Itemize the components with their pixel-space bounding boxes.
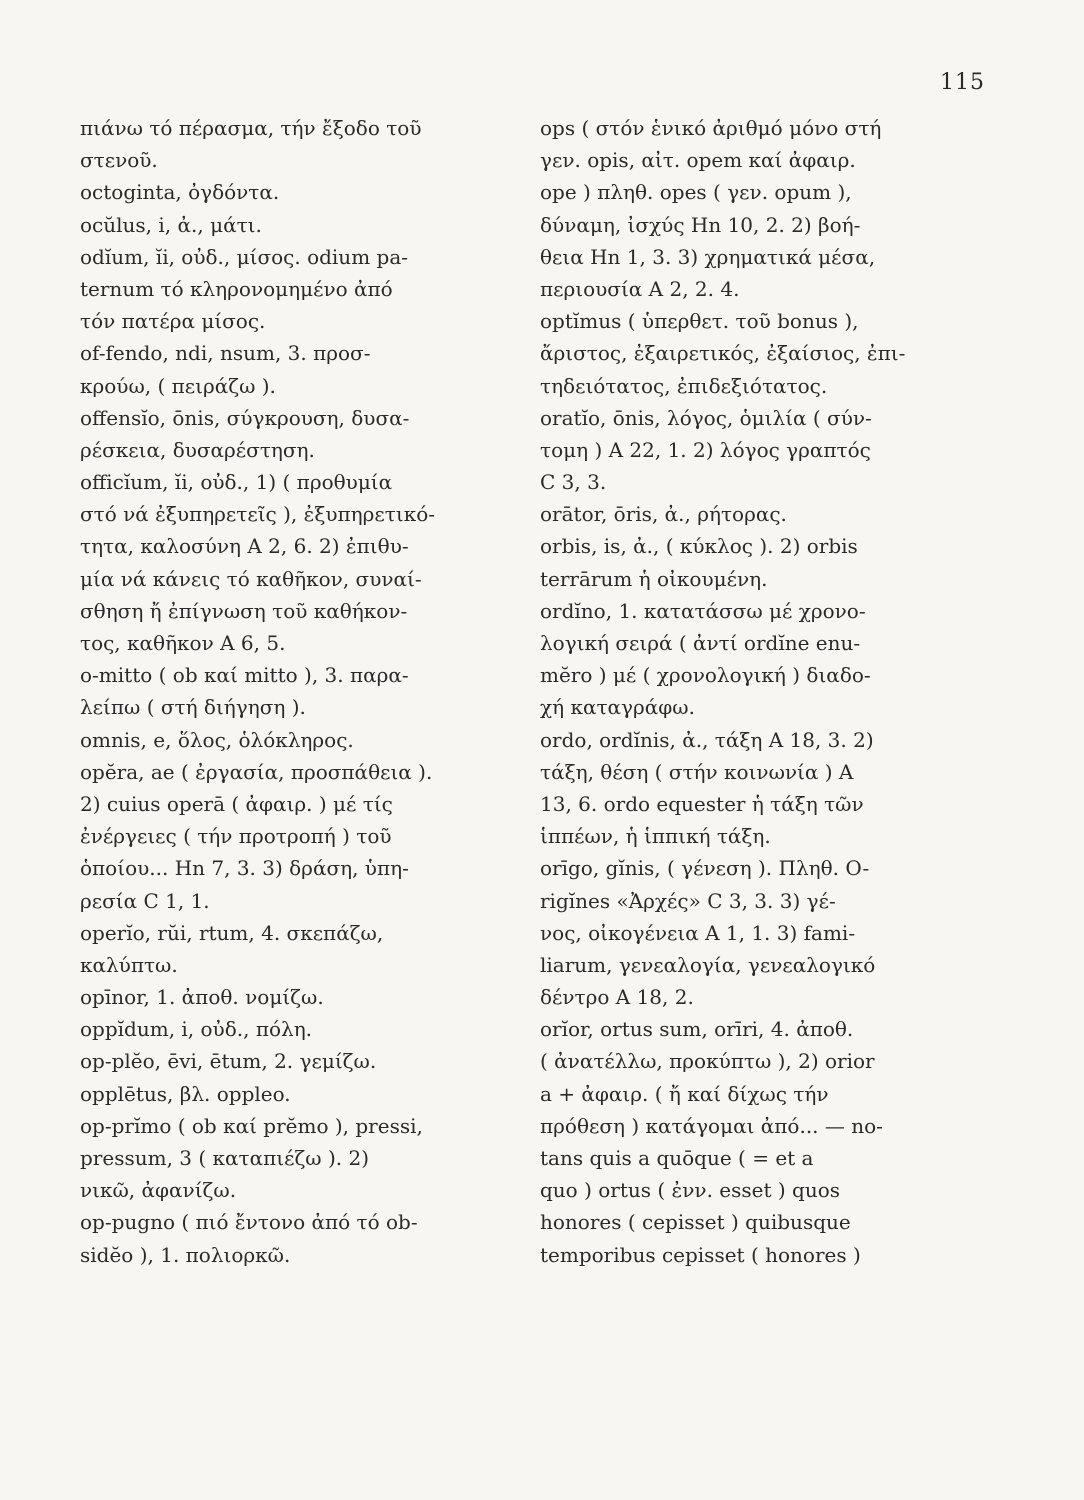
left-column (80, 112, 528, 1271)
dictionary-line: honores ( cepisset ) quibusque (540, 1210, 851, 1235)
dictionary-line: νος, οἰκογένεια A 1, 1. 3) fami- (540, 920, 856, 945)
dictionary-line: rigĭnes «Ἀρχές» C 3, 3. 3) γέ- (540, 888, 836, 913)
dictionary-line: δέντρο A 18, 2. (540, 985, 694, 1010)
dictionary-line: operĭo, rŭi, rtum, 4. σκεπάζω, (80, 920, 384, 945)
dictionary-line: λογική σειρά ( ἀντί ordĭne enu- (540, 631, 861, 655)
dictionary-line: στενοῦ. (80, 148, 158, 173)
dictionary-line: opĕra, ae ( ἐργασία, προσπάθεια ). (80, 759, 433, 784)
dictionary-line: ( ἀνατέλλω, προκύπτω ), 2) orior (540, 1049, 875, 1074)
dictionary-line: ρέσκεια, δυσαρέστηση. (80, 437, 315, 462)
dictionary-line: offensĭo, ōnis, σύγκρουση, δυσα- (80, 405, 410, 430)
dictionary-line: δύναμη, ἰσχύς Hn 10, 2. 2) βοή- (540, 212, 861, 237)
dictionary-line: περιουσία A 2, 2. 4. (540, 276, 740, 301)
dictionary-line: ordo, ordĭnis, ἀ., τάξη A 18, 3. 2) (540, 727, 874, 752)
dictionary-line: terrārum ἡ οἰκουμένη. (540, 566, 768, 591)
dictionary-line: octoginta, ὀγδόντα. (80, 180, 280, 205)
dictionary-line: of-fendo, ndi, nsum, 3. προσ- (80, 341, 371, 366)
dictionary-line: 2) cuius operā ( ἀφαιρ. ) μέ τίς (80, 791, 393, 816)
dictionary-line: officĭum, ĭi, οὐδ., 1) ( προθυμία (80, 470, 393, 495)
dictionary-line: optĭmus ( ὑπερθετ. τοῦ bonus ), (540, 309, 859, 334)
dictionary-line: τομη ) A 22, 1. 2) λόγος γραπτός (540, 437, 871, 462)
dictionary-line: τητα, καλοσύνη A 2, 6. 2) ἐπιθυ- (80, 534, 409, 559)
dictionary-line: ternum τό κληρονομημένο ἀπό (80, 276, 393, 301)
dictionary-line: o-mitto ( ob καί mitto ), 3. παρα- (80, 663, 409, 688)
dictionary-line: tans quis a quōque ( = et a (540, 1146, 814, 1170)
dictionary-line: ρεσία C 1, 1. (80, 888, 210, 913)
dictionary-line: θεια Hn 1, 3. 3) χρηματικά μέσα, (540, 244, 876, 269)
dictionary-line: oratĭo, ōnis, λόγος, ὁμιλία ( σύν- (540, 405, 872, 430)
dictionary-line: σθηση ἤ ἐπίγνωση τοῦ καθήκον- (80, 598, 408, 623)
dictionary-line: ὁποίου... Hn 7, 3. 3) δράση, ὑπη- (80, 856, 409, 881)
dictionary-line: oppĭdum, i, οὐδ., πόλη. (80, 1017, 313, 1042)
dictionary-line: τόν πατέρα μίσος. (80, 309, 266, 334)
dictionary-line: ocŭlus, i, ἀ., μάτι. (80, 212, 262, 237)
dictionary-line: sidĕo ), 1. πολιορκῶ. (80, 1242, 291, 1267)
dictionary-line: ordĭno, 1. κατατάσσω μέ χρονο- (540, 598, 866, 623)
page-number: 115 (940, 70, 985, 95)
dictionary-line: C 3, 3. (540, 470, 607, 495)
dictionary-line: opplētus, βλ. oppleo. (80, 1081, 291, 1106)
dictionary-line: λείπω ( στή διήγηση ). (80, 695, 306, 720)
dictionary-line: opīnor, 1. ἀποθ. νομίζω. (80, 985, 324, 1010)
dictionary-line: ἐνέργειες ( τήν προτροπή ) τοῦ (80, 824, 392, 849)
dictionary-line: temporibus cepisset ( honores ) (540, 1242, 861, 1267)
dictionary-line: πιάνω τό πέρασμα, τήν ἔξοδο τοῦ (80, 116, 422, 140)
dictionary-line: τος, καθῆκον A 6, 5. (80, 631, 286, 655)
dictionary-line: τηδειότατος, ἐπιδεξιότατος. (540, 373, 828, 398)
dictionary-line: ope ) πληθ. opes ( γεν. opum ), (540, 180, 852, 205)
dictionary-line: γεν. opis, αἰτ. opem καί ἀφαιρ. (540, 148, 856, 173)
dictionary-line: odĭum, ĭi, οὐδ., μίσος. odium pa- (80, 244, 408, 269)
dictionary-line: πρόθεση ) κατάγομαι ἀπό... — no- (540, 1113, 883, 1138)
dictionary-line: κρούω, ( πειράζω ). (80, 373, 276, 398)
dictionary-line: μία νά κάνεις τό καθῆκον, συναί- (80, 566, 422, 591)
dictionary-line: χή καταγράφω. (540, 695, 695, 720)
right-column (540, 112, 988, 1271)
dictionary-line: τάξη, θέση ( στήν κοινωνία ) A (540, 759, 854, 784)
dictionary-line: mĕro ) μέ ( χρονολογική ) διαδο- (540, 663, 871, 688)
dictionary-line: op-plĕo, ēvi, ētum, 2. γεμίζω. (80, 1049, 377, 1074)
dictionary-line: ops ( στόν ἑνικό ἀριθμό μόνο στή (540, 116, 882, 140)
dictionary-line: quo ) ortus ( ἐνν. esset ) quos (540, 1178, 841, 1203)
dictionary-line: νικῶ, ἀφανίζω. (80, 1178, 237, 1203)
dictionary-line: liarum, γενεαλογία, γενεαλογικό (540, 952, 876, 977)
dictionary-line: omnis, e, ὅλος, ὁλόκληρος. (80, 727, 354, 752)
dictionary-line: op-pugno ( πιό ἔντονο ἀπό τό ob- (80, 1210, 418, 1235)
dictionary-line: καλύπτω. (80, 952, 178, 977)
dictionary-line: ἄριστος, ἐξαιρετικός, ἐξαίσιος, ἐπι- (540, 341, 906, 366)
dictionary-line: orbis, is, ἀ., ( κύκλος ). 2) orbis (540, 534, 858, 559)
dictionary-line: orīgo, gĭnis, ( γένεση ). Πληθ. O- (540, 856, 870, 881)
dictionary-line: orātor, ōris, ἀ., ρήτορας. (540, 502, 787, 527)
dictionary-line: orĭor, ortus sum, orīri, 4. ἀποθ. (540, 1017, 854, 1042)
dictionary-line: στό νά ἐξυπηρετεῖς ), ἐξυπηρετικό- (80, 502, 435, 527)
dictionary-line: 13, 6. ordo equester ἡ τάξη τῶν (540, 791, 864, 816)
dictionary-line: a + ἀφαιρ. ( ἤ καί δίχως τήν (540, 1081, 829, 1106)
dictionary-line: pressum, 3 ( καταπιέζω ). 2) (80, 1146, 370, 1170)
dictionary-line: op-prĭmo ( ob καί prĕmo ), pressi, (80, 1113, 423, 1138)
dictionary-line: ἱππέων, ἡ ἱππική τάξη. (540, 824, 771, 849)
